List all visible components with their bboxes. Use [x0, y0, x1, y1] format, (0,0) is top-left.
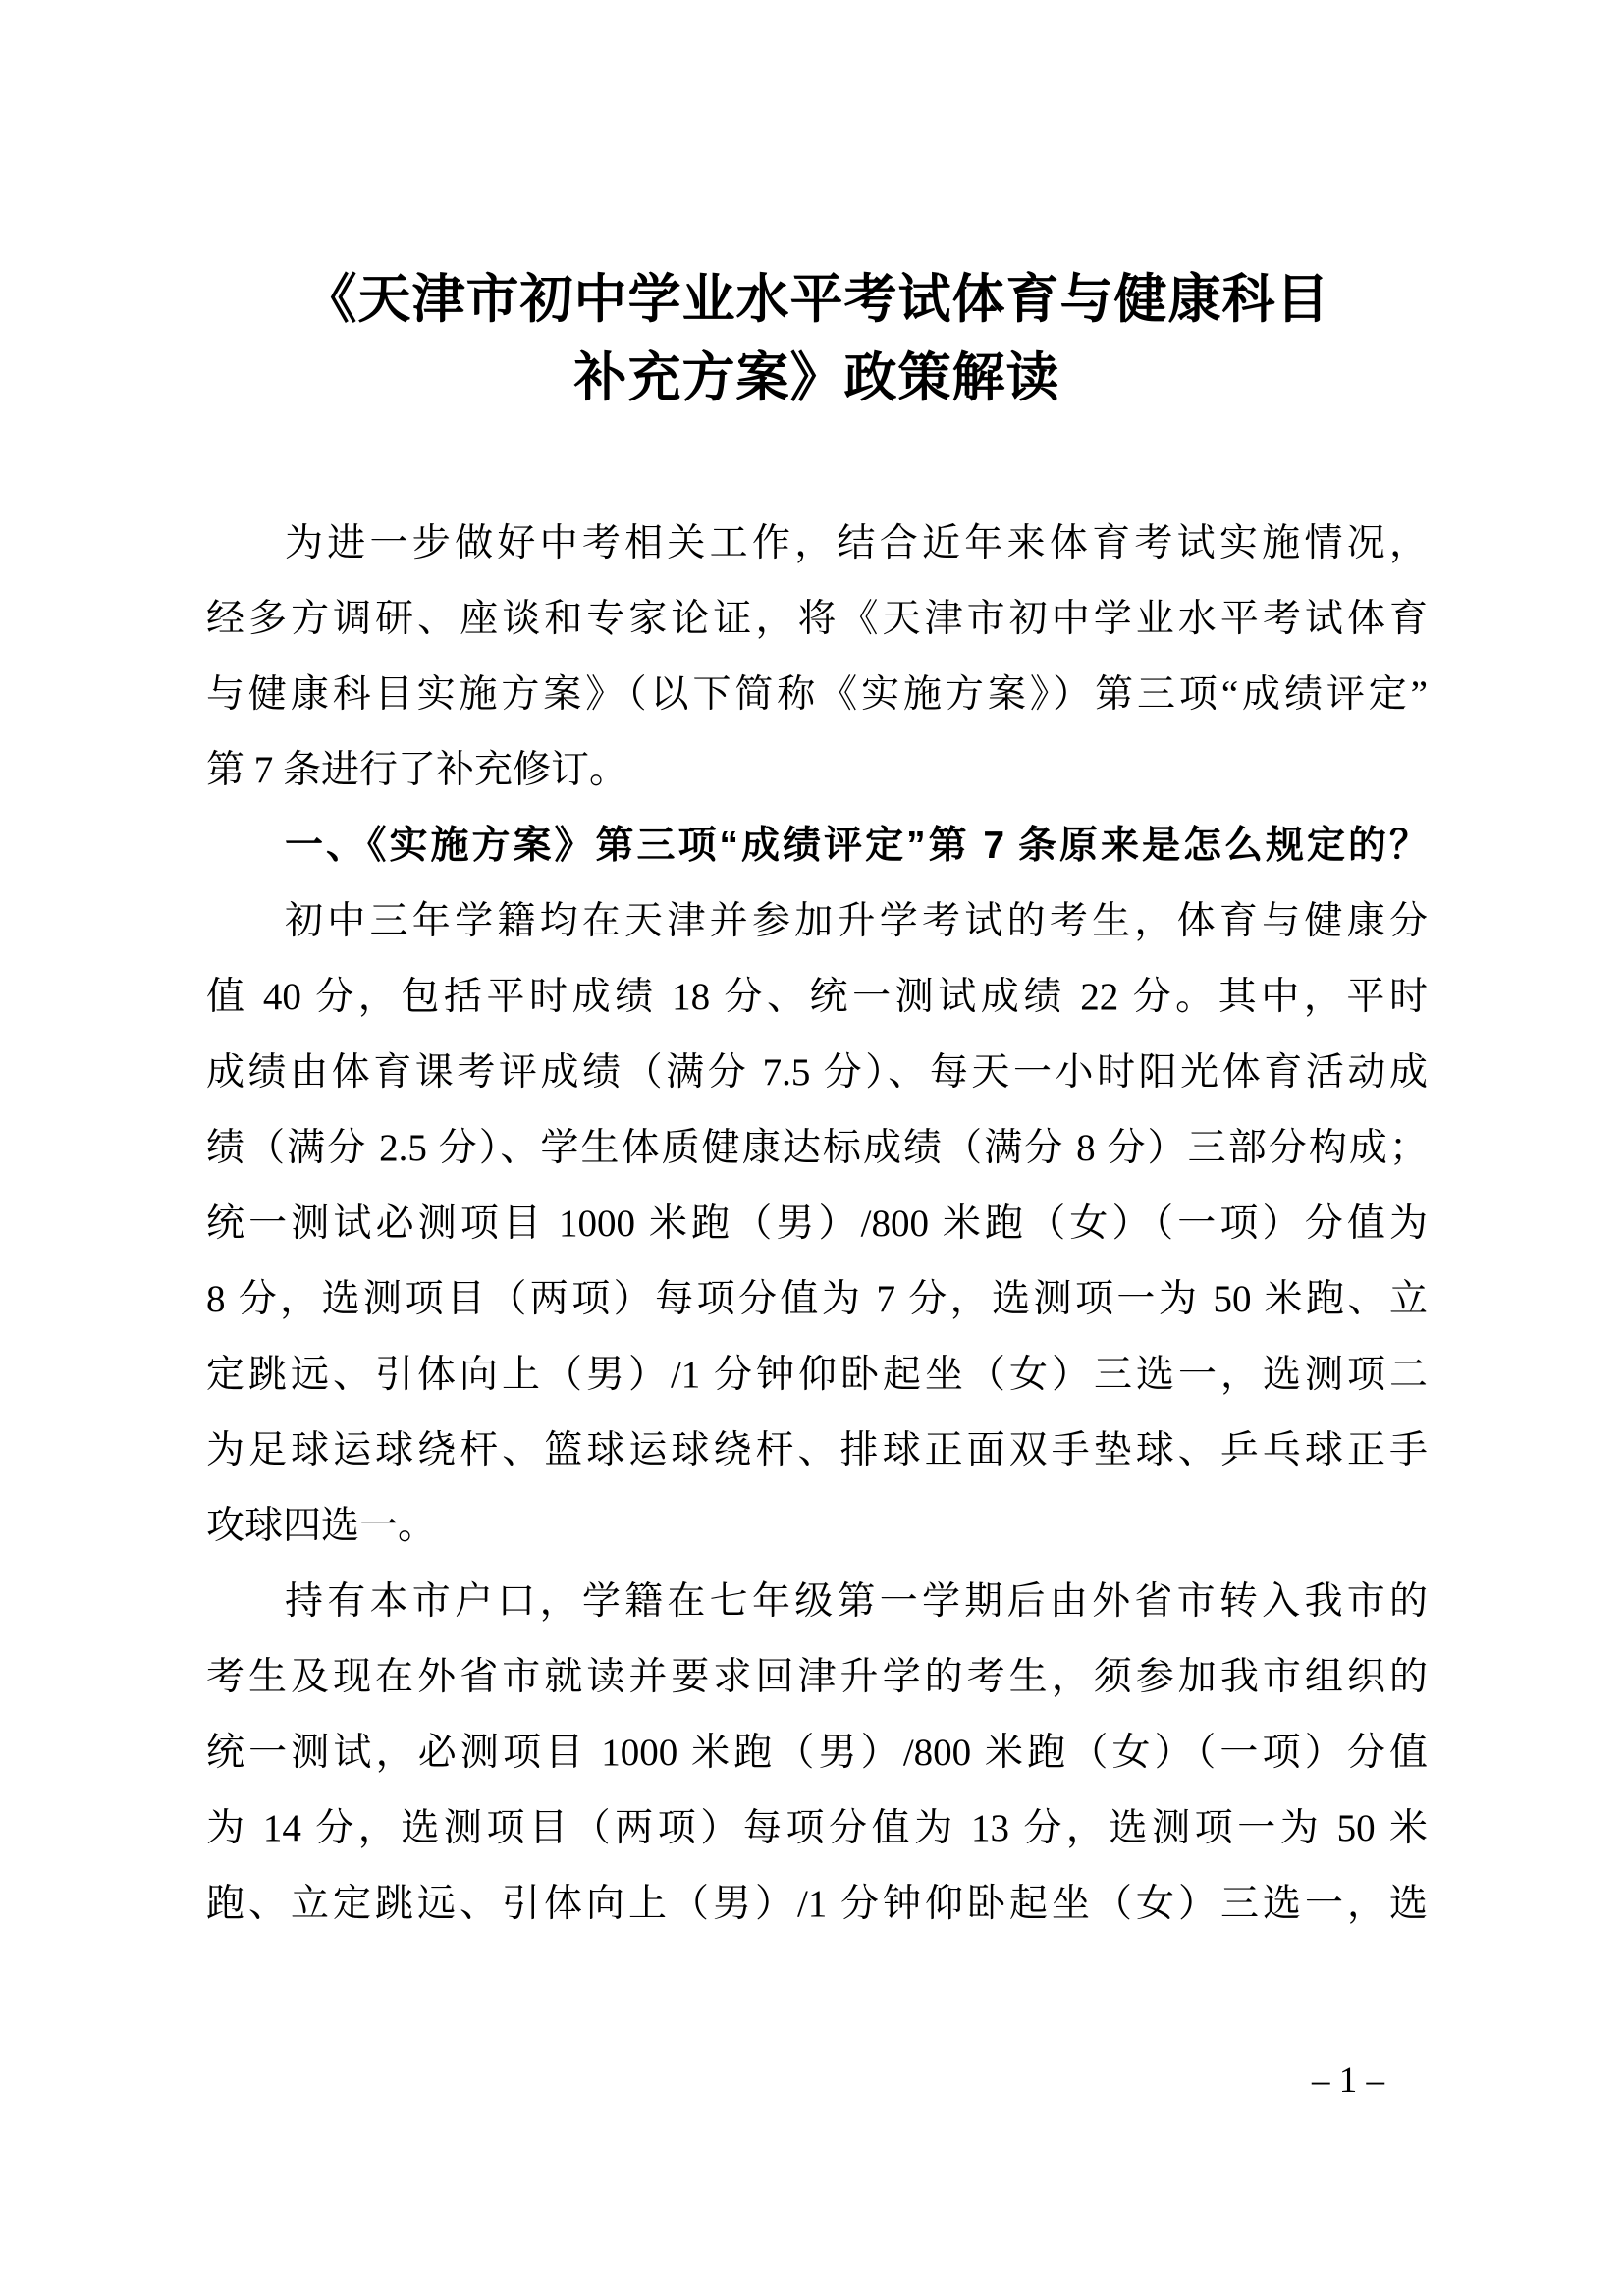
- text-line: 为足球运球绕杆、篮球运球绕杆、排球正面双手垫球、乒乓球正手: [206, 1429, 1428, 1471]
- text-line: 8 分，选测项目（两项）每项分值为 7 分，选测项一为 50 米跑、立: [206, 1278, 1428, 1320]
- text-line: 为 14 分，选测项目（两项）每项分值为 13 分，选测项一为 50 米: [206, 1807, 1428, 1849]
- text-line: 考生及现在外省市就读并要求回津升学的考生，须参加我市组织的: [206, 1656, 1428, 1698]
- document-body: [206, 506, 1428, 1942]
- text-line: 攻球四选一。: [206, 1505, 437, 1547]
- text-line: 统一测试，必测项目 1000 米跑（男）/800 米跑（女）（一项）分值: [206, 1732, 1428, 1774]
- document-title-line-1: 《天津市初中学业水平考试体育与健康科目: [303, 270, 1330, 329]
- text-line: 值 40 分，包括平时成绩 18 分、统一测试成绩 22 分。其中，平时: [206, 976, 1428, 1018]
- text-line: 为进一步做好中考相关工作，结合近年来体育考试实施情况，: [285, 522, 1428, 564]
- text-line: 绩（满分 2.5 分）、学生体质健康达标成绩（满分 8 分）三部分构成；: [206, 1127, 1428, 1169]
- text-line: 成绩由体育课考评成绩（满分 7.5 分）、每天一小时阳光体育活动成: [206, 1051, 1428, 1094]
- paragraph: [206, 1564, 1428, 1942]
- text-line: 持有本市户口，学籍在七年级第一学期后由外省市转入我市的: [285, 1580, 1428, 1623]
- paragraph: [206, 883, 1428, 1564]
- text-line: 第 7 条进行了补充修订。: [206, 749, 628, 791]
- document-title: [206, 260, 1428, 417]
- heading-line: 一、《实施方案》第三项“成绩评定”第 7 条原来是怎么规定的？: [285, 825, 1428, 867]
- document-title-line-2: 补充方案》政策解读: [573, 348, 1060, 407]
- page-number: – 1 –: [1312, 2060, 1384, 2101]
- text-line: 初中三年学籍均在天津并参加升学考试的考生，体育与健康分: [285, 900, 1428, 942]
- text-line: 经多方调研、座谈和专家论证，将《天津市初中学业水平考试体育: [206, 598, 1428, 640]
- section-heading: [206, 808, 1428, 883]
- text-line: 统一测试必测项目 1000 米跑（男）/800 米跑（女）（一项）分值为: [206, 1202, 1428, 1245]
- text-line: 定跳远、引体向上（男）/1 分钟仰卧起坐（女）三选一，选测项二: [206, 1354, 1428, 1396]
- text-line: 跑、立定跳远、引体向上（男）/1 分钟仰卧起坐（女）三选一，选: [206, 1883, 1428, 1925]
- paragraph: [206, 506, 1428, 808]
- text-line: 与健康科目实施方案》（以下简称《实施方案》）第三项“成绩评定”: [206, 673, 1428, 716]
